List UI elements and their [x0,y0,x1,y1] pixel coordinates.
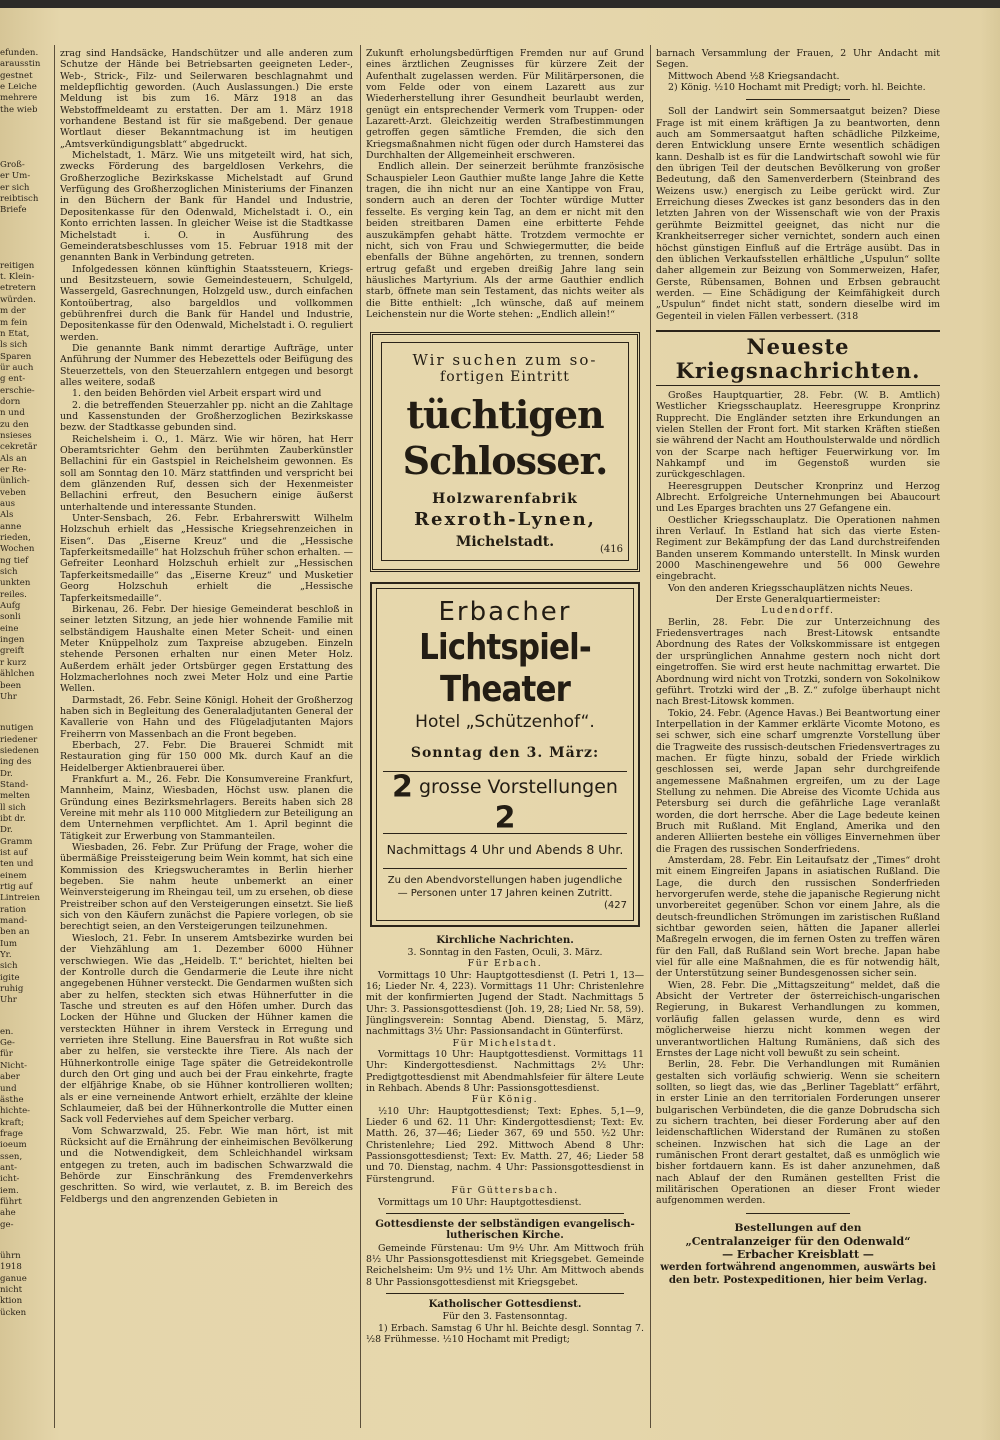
ad-note: Zu den Abendvorstellungen haben jugendliche — Personen unter 17 Jahren keinen Zutritt. [383,868,627,900]
ad-line: Erbacher [438,597,572,628]
article-michelstadt: Michelstadt, 1. März. Wie uns mitgeteilt wird, hat sich, zwecks Förderung des bargeldlosen Verkehrs, die Großherzogliche Bezirkskasse Michelstadt auf Grund Verfügung des Großherzoglichen Ministeriums der Finanzen in den Büchern der Bank für Handel und Industrie, Depositenkasse für den Odenwald, Michelstadt i. O., ein Konto errichten lassen. In gleicher Weise ist die Stadtkasse Michelstadt i. O. in Ausführung des Gemeinderatsbeschlusses vom 15. Februar 1918 mit der genannten Bank in Verbindung getreten. [60,150,353,264]
article-endlich-allein: Endlich allein. Der seinerzeit berühmte französische Schauspieler Leon Gauthier mußte lange Jahre die Kette tragen, die ihn nicht nur an eine Xantippe von Frau, sondern auch an deren der Tochter würdige Mutter fesselte. Es verging kein Tag, an dem er nicht mit den beiden streitbaren Damen eine erbitterte Fehde auszukämpfen gehabt hätte. Trotzdem vermochte er nicht, sich von Frau und Schwiegermutter, die beide ebenfalls der Bühne angehörten, zu trennen, sondern ertrug gefaßt und ergeben dreißig Jahre lang sein häusliches Martyrium. Als der arme Gauthier endlich starb, öffnete man sein Testament, das nichts weiter als die Bitte enthielt: „Ich wünsche, daß auf meinem Leichenstein nur die Worte stehen: „Endlich allein!“ [366,161,644,320]
ad-number-right: 2 [494,800,516,836]
article-berlin-2: Berlin, 28. Febr. Die Verhandlungen mit Rumänien gestalten sich vorläufig schwierig. Wenn sie scheitern sollten, so liegt das, wie das „Berliner Tageblatt“ erfährt, in erster Linie an den territorialen Forderungen unserer bulgarischen Verbündeten, die die ganze Dobrudscha sich zu sichern trachten, bei dieser Forderung aber auf den leidenschaftlichen Widerstand der Rumänen zu stoßen scheinen. Inzwischen hat sich die Lage an der rumänischen Front derart gestaltet, daß es unmöglich wie bisher fortdauern kann. Es ist daher anzunehmen, daß nach Ablauf der den Rumänen gestellten Frist die militärischen Operationen an dieser Front wieder aufgenommen werden. [656,1059,940,1207]
article-unter-sensbach: Unter-Sensbach, 26. Febr. Erbahrerswitt Wilhelm Holzschuh erhielt das „Hessische Kriegsehrenzeichen in Eisen“. Das „Eiserne Kreuz“ und die „Hessische Tapferkeitsmedaille“ hat Holzschuh früher schon erhalten. — Gefreiter Leonhard Holzschuh erhielt zur „Hessischen Tapferkeitsmedaille“ das „Eiserne Kreuz“ und Musketier Georg Holzschuh erhielt die „Hessische Tapferkeitsmedaille“. [60,513,353,604]
service-times: 1) Erbach. Samstag 6 Uhr hl. Beichte desgl. Sonntag 7. ½8 Frühmesse. ½10 Hochamt mit Predigt; [366,1322,644,1345]
article-hauptquartier: Großes Hauptquartier, 28. Febr. (W. B. Amtlich) Westlicher Kriegsschauplatz. Heeresgruppe Kronprinz Rupprecht. Die Engländer setzten ihre Erkundungen an vielen Stellen der Front fort. Mit starken Kräften stießen sie während der Nacht am Houthoulsterwalde und nördlich von der Scarpe nach heftiger Feuerwirkung vor. Im Nahkampf und im Gegenstoß wurden sie zurückgeschlagen. [656,389,940,481]
ad-headline: Lichtspiel-Theater [419,627,591,711]
subscription-notice-text: werden fortwährend angenommen, auswärts bei den betr. Postexpeditionen, hier beim Verlag. [660,1260,936,1286]
fragment-line: Als an [0,453,27,464]
fragment-line: igite [0,972,20,983]
section-heading-church: Kirchliche Nachrichten. [436,933,574,946]
divider [746,99,850,100]
fragment-line: ing des [0,757,32,768]
fragment-line: ührn [0,1250,21,1261]
service-times: Vormittags 10 Uhr: Hauptgottesdienst. Vormittags 11 Uhr: Kindergottesdienst. Nachmittags 2½ Uhr: Predigtgottesdienst mit Abendmahlsfeier für ältere Leute in Rehbach. Abends 8 Uhr: Passionsgottesdienst. [366,1049,644,1095]
subscription-notice-title: „Centralanzeiger für den Odenwald“ [685,1234,911,1248]
fragment-line: Wochen [0,544,35,555]
column-rule-3 [650,45,651,1428]
fragment-line: ration [0,904,27,915]
fragment-line: sonli [0,612,21,623]
fragment-line: icht- [0,1174,20,1185]
fragment-line: reitigen [0,260,35,271]
parish-heading: Für Erbach. [467,958,543,970]
fragment-line: unkten [0,578,31,589]
fragment-line: ür auch [0,362,34,373]
fragment-line: Ge- [0,1038,15,1049]
article-text: Von den anderen Kriegsschauplätzen nichts Neues. [668,582,913,594]
fragment-line: er Re- [0,464,27,475]
signature-title: Der Erste Generalquartiermeister: [715,594,881,606]
fragment-line: aus [0,499,16,509]
article-berlin: Berlin, 28. Febr. Die zur Unterzeichnung des Friedensvertrages nach Brest-Litowsk entsandte Abordnung des Rates der Volkskommissare ist entgegen der ursprünglichen Annahme gestern noch nicht dort eingetroffen. Sie wird erst heute nachmittag erwartet. Die Abordnung wird nicht von Trotzki, sondern von Sokolnikow geführt. Trotzki wird der „B. Z.“ zufolge überhaupt nicht nach Brest-Litowsk kommen. [656,616,940,708]
fragment-line: Nicht- [0,1060,27,1071]
article-reichelsheim: Reichelsheim i. O., 1. März. Wie wir hören, hat Herr Oberamtsrichter Gehm den berühmten Zauberkünstler Bellachini für ein Gastspiel in Reichelsheim gewonnen. Es soll am Sonntag den 10. März stattfinden und verspricht bei dem glänzenden Ruf, dessen sich der Hexenmeister Bellachini erfreut, den Besuchern einige äußerst unterhaltende und interessante Stunden. [60,433,353,513]
fragment-line: zu den [0,419,29,430]
fragment-line: einem [0,870,27,881]
fragment-line: ganue [0,1273,27,1284]
fragment-line: Dr. [0,768,13,779]
ad-shows [383,771,627,834]
fragment-line: rtig auf [0,882,33,892]
fragment-line: ll sich [0,802,26,813]
fragment-line: arausstin [0,59,41,70]
section-subheading: 3. Sonntag in den Fasten, Oculi, 3. März. [407,946,603,958]
fragment-line: gestnet [0,70,33,81]
fragment-gap [0,703,42,723]
fragment-line: ben an [0,927,30,938]
fragment-line: sich [0,961,18,972]
fragment-line: rieden, [0,533,31,544]
fragment-line: Gramm [0,836,33,847]
fragment-line: ten und [0,859,34,870]
fragment-line: frage [0,1128,23,1139]
fragment-line: ge- [0,1219,14,1230]
ad-number-left: 2 [392,769,413,805]
fragment-line: ssen, [0,1151,23,1162]
article-frankfurt: Frankfurt a. M., 26. Febr. Die Konsumvereine Frankfurt, Mannheim, Mainz, Wiesbaden, Höchst usw. planen die Gründung eines Bezirksmehrlagers. Bereits haben sich 28 Vereine mit mehr als 110 000 Mitgliedern zur Beteiligung an dem Unternehmen verpflichtet. Am 1. April beginnt die Tätigkeit zur Erwerbung von Stammanteilen. [60,774,353,842]
fragment-line: Stand- [0,779,29,790]
fragment-line: für [0,1049,13,1060]
fragment-line: und [0,1083,17,1094]
ad-company-type: Holzwarenfabrik [432,491,578,508]
ad-ref-number: (416 [600,543,623,555]
fragment-line: würden. [0,294,36,305]
fragment-line: ng tief [0,555,29,566]
service-times: Vormittags um 10 Uhr: Hauptgottesdienst. [378,1196,582,1208]
fragment-line: er sich [0,182,30,193]
service-times: Gemeinde Fürstenau: Um 9½ Uhr. Am Mittwoch früh 8½ Uhr Passionsgottesdienst mit Kriegsgebet. Gemeinde Reichelsheim: Um 9½ und 1½ Uhr. Am Mittwoch abends 8 Uhr Passionsgottesdienst mit Kriegsgebet. [366,1242,644,1288]
fragment-line: führt [0,1196,22,1207]
fragment-line: ücken [0,1307,27,1318]
fragment-gap [0,217,42,261]
fragment-line: Dr. [0,825,13,836]
fragment-line: etretern [0,283,36,294]
column-2 [366,48,644,1433]
fragment-gap [0,1007,42,1027]
fragment-line: en. [0,1026,14,1037]
fragment-line: erschie- [0,385,35,396]
column-1 [60,48,353,1433]
fragment-line: t. Klein- [0,272,35,283]
fragment-line: aber [0,1072,20,1083]
section-heading-lutheran: Gottesdienste der selbständigen evangelisch-lutherischen Kirche. [375,1217,635,1242]
fragment-line: Sparen [0,351,32,362]
article-text: Die genannte Bank nimmt derartige Aufträge, unter Anführung der Nummer des Hebezettels oder Beifügung des Steuerzettels, von den Steuerzahlern entgegen und besorgt alles weitere, sodaß [60,342,353,388]
article-eberbach: Eberbach, 27. Febr. Die Brauerei Schmidt mit Restauration ging für 150 000 Mk. durch Kauf an die Heidelberger Aktienbrauerei über. [60,739,353,774]
fragment-line: ästhe [0,1094,24,1105]
article-text: Heeresgruppen Deutscher Kronprinz und Herzog Albrecht. Erfolgreiche Unternehmungen bei Abaucourt und Les Eparges brachten uns 27 Gefangene ein. [656,480,940,515]
ad-venue: Hotel „Schützenhof“. [415,712,595,733]
fragment-gap [0,1231,42,1251]
fragment-line: melten [0,791,31,802]
fragment-line: siedenen [0,745,39,756]
fragment-line: ist auf [0,847,28,858]
article-text: Oestlicher Kriegsschauplatz. Die Operationen nahmen ihren Verlauf. In Estland hat sich das vierte Esten-Regiment zur Bekämpfung der das Land durchstreifenden Banden unserem Kommando unterstellt. In Minsk wurden 2000 Maschinengewehre und 56 000 Gewehre eingebracht. [656,514,940,583]
service-times: ½10 Uhr: Hauptgottesdienst; Text: Ephes. 5,1—9, Lieder 6 und 62. 11 Uhr: Kindergottesdienst; Text: Ev. Matth. 26, 37—46; Lieder 367, 69 und 550. ½2 Uhr: Christenlehre; Lied 292. Mittwoch Abend 8 Uhr: Passionsgottesdienst; Text: Ev. Matth. 27, 46; Lieder 58 und 70. Dienstag, nachm. 4 Uhr: Passionsgottesdienst in Fürstengrund. [366,1105,644,1185]
fragment-line: ahe [0,1208,16,1219]
ad-shows-text: grosse Vorstellungen [418,776,618,799]
fragment-line: er Um- [0,171,31,182]
article-schwarzwald: Vom Schwarzwald, 25. Febr. Wie man hört, ist mit Rücksicht auf die Ernährung der einheimischen Bevölkerung und die Notwendigkeit, dem Schleichhandel wirksam entgegen zu treten, auch im badischen Schwarzwald die Behörde zur Einschränkung des Fremdenverkehrs geschritten. So wird, wie verlautet, z. B. im Bereich des Feldbergs und den angrenzenden Gebieten in [60,1125,353,1205]
section-heading-war-news: Neueste Kriegsnachrichten. [656,330,940,386]
section-heading-catholic: Katholischer Gottesdienst. [428,1297,582,1310]
fragment-line: ählchen [0,669,35,680]
fragment-line: Uhr [0,995,17,1006]
fragment-line: n und [0,408,25,419]
ad-ref-number: (427 [604,900,627,912]
fragment-line: reibtisch [0,194,39,205]
article-list-item: 1. den beiden Behörden viel Arbeit erspart wird und [72,388,322,400]
divider [746,1213,850,1214]
fragment-line: Uhr [0,691,17,702]
article-amsterdam: Amsterdam, 28. Febr. Ein Leitaufsatz der „Times“ droht mit einem Eingreifen Japans in asiatischen Rußland. Die Lage, die durch den russischen Sonderfrieden hervorgerufen werde, stehe die japanische Regierung nicht unvorbereitet gegenüber. Schon vor einem Jahre, als die deutsch-freundlichen Strömungen im zaristischen Rußland sichtbar geworden seien, hätten die Japaner allerlei Maßregeln erwogen, die im fernen Osten zu treffen wären für den Fall, daß Rußland sein Wort breche. Japan habe viel für alle eine Maßnahmen, die es für notwendig hält, der Unterstützung seiner Bundesgenossen sicher sein. [656,855,940,980]
fragment-line: greift [0,646,25,657]
article-wien: Wien, 28. Febr. Die „Mittagszeitung“ meldet, daß die Absicht der Vertreter der österreichisch-ungarischen Regierung, in Bukarest Verhandlungen zu kommen, vorläufig fallen gelassen wurde, denn es wird möglicherweise hierzu nicht kommen wegen der unverantwortlichen Haltung Rumäniens, daß sich des Ernstes der Lage nicht voll bewußt zu sein scheint. [656,979,940,1059]
fragment-line: hichte- [0,1106,31,1117]
left-fragment-column [0,48,42,1319]
fragment-line: 1918 [0,1262,22,1273]
fragment-line: ruhig [0,984,24,995]
fragment-line: r kurz [0,657,27,668]
fragment-line: ktion [0,1296,23,1307]
fragment-line: mehrere [0,93,38,104]
ad-line: fortigen Eintritt [440,369,570,386]
section-subheading: Für den 3. Fastensonntag. [442,1311,568,1323]
article-birkenau: Birkenau, 26. Febr. Der hiesige Gemeinderat beschloß in seiner letzten Sitzung, an jede hier wohnende Familie mit selbständigem Haushalte einen Meter Scheit- und einen Meter Knüppelholz zum Taxpreise abzugeben. Einzeln stehende Personen erhalten nur einen Meter Holz. Außerdem erhält jeder Ortsbürger gegen Erstattung des Holzmacherlohnes noch zwei Meter Holz und eine Partie Wellen. [60,603,353,695]
fragment-line: n Etat, [0,328,30,339]
ad-date: Sonntag den 3. März: [410,745,600,762]
fragment-line: Briefe [0,205,27,216]
fragment-line: m der [0,306,26,317]
article-uspulun: Soll der Landwirt sein Sommersaatgut beizen? Diese Frage ist mit einem kräftigen Ja zu beantworten, denn auch am Sommersaatgut haften schädliche Pilzkeime, deren Entwicklung unsere Ernte wesentlich schädigen kann. Deshalb ist es für die Landwirtschaft sowohl wie für den übrigen Teil der deutschen Bevölkerung von großer Bedeutung, daß den Samenverderbern (Steinbrand des Weizens usw.) energisch zu Leibe gerückt wird. Zur Erreichung dieses Zweckes ist ganz besonders das in den letzten Jahren von der Wissenschaft wie von der Praxis gerühmte Beizmittel geeignet, das nicht nur die Krankheitserreger sicher vernichtet, sondern auch einen höchst günstigen Einfluß auf die Erträge ausübt. Das in den üblichen Verkaufsstellen erhältliche „Uspulun“ sollte daher allgemein zur Beizung von Sommerweizen, Hafer, Gerste, Rübensamen, Bohnen und Erbsen gebraucht werden. — Eine Schädigung der Keimfähigkeit durch „Uspulun“ findet nicht statt, sondern dieselbe wird im Gegenteil in vielen Fällen verbessert. (318 [656,106,940,322]
fragment-line: ant- [0,1162,18,1173]
parish-heading: Für Güttersbach. [451,1185,559,1197]
fragment-line: ioeum [0,1140,27,1151]
scan-top-edge [0,0,1000,8]
fragment-line: the wieb [0,104,38,115]
article-wiesbaden: Wiesbaden, 26. Febr. Zur Prüfung der Frage, woher die übermäßige Preissteigerung beim Wein kommt, hat sich eine Kommission des Kriegswucheramtes in Berlin hierher begeben. Sie nahm heute unbemerkt an einer Weinversteigerung im Rheingau teil, um zu ersehen, ob diese Preistreiber schon auf den Versteigerungen einsetzt. Sie ließ sich von den Käufern zunächst die Papiere vorlegen, ob sie berechtigt seien, an den Versteigerungen teilzunehmen. [60,842,353,933]
fragment-line: eine [0,623,19,634]
ad-city: Michelstadt. [455,534,555,551]
column-3 [656,48,940,1433]
fragment-line: nutigen [0,723,34,734]
article-tokio: Tokio, 24. Febr. (Agence Havas.) Bei Beantwortung einer Interpellation in der Kammer erklärte Vicomte Motono, es sei schwer, sich eine scharf umgrenzte Vorstellung über die Tragweite des russisch-deutschen Friedensvertrages zu machen. Er fügte hinzu, sobald der Friede wirklich geschlossen sei, werde Japan sehr durchgreifende angemessene Maßnahmen ergreifen, um zu der Lage Stellung zu nehmen. Die Abreise des Vicomte Uchida aus Petersburg sei durch die gefährliche Lage veranlaßt worden, die dort herrsche. Aber die Lage bedeute keinen Bruch mit Rußland. Mit England, Amerika und den anderen Alliierten bestehe ein völliges Einvernehmen über die Fragen des russischen Sonderfriedens. [656,707,940,855]
fragment-line: sich [0,567,18,578]
fragment-line: Groß- [0,160,25,171]
fragment-line: Aufg [0,601,21,612]
fragment-line: kraft; [0,1117,24,1128]
fragment-line: ibt dr. [0,813,26,824]
article-darmstadt: Darmstadt, 26. Febr. Seine Königl. Hoheit der Großherzog haben sich in Begleitung des Generaladjutanten General der Kavallerie von Hahn und des Flügeladjutanten Majors Freiherrn von Massenbach an die Front begeben. [60,694,353,740]
fragment-line: mand- [0,916,28,927]
fragment-line: efunden. [0,48,39,58]
fragment-line: reiles. [0,589,27,600]
fragment-gap [0,116,42,160]
signature-name: Ludendorff. [761,605,835,617]
article-list-item: 2. die betreffenden Steuerzahler pp. nicht an die Zahltage und Kassenstunden der Großherzoglichen Bezirkskasse bezw. der Stadtkasse gebunden sind. [60,399,353,434]
fragment-line: dorn [0,396,21,407]
parish-heading: Für Michelstadt. [452,1037,558,1049]
fragment-line: nsieses [0,430,32,441]
ad-times: Nachmittags 4 Uhr und Abends 8 Uhr. [386,842,624,858]
fragment-line: g ent- [0,374,26,385]
divider [386,1293,624,1294]
service-times: Mittwoch Abend ½8 Kriegsandacht. [668,70,840,82]
fragment-line: ünlich- [0,476,30,487]
fragment-line: iem. [0,1185,19,1196]
ad-company-name: Rexroth-Lynen, [414,509,596,531]
article-wiesloch: Wiesloch, 21. Febr. In unserem Amtsbezirke wurden bei der Viehzählung am 1. Dezember 6000 Hühner verschwiegen. Wie das „Heidelb. T.“ berichtet, hielten bei der Kontrolle durch die Gendarmerie die Leute ihre nicht angegebenen Hühner versteckt. Die Gendarmen wußten sich aber zu helfen, steckten sich etwas Hühnerfutter in die Tasche und streuten es auf den Höfen umher. Durch das Locken der Hühne und Glucken der Hühner kamen die versteckten Hühner in ihrem Versteck in Erregung und verrieten ihre Stellung. Eine Bauersfrau in Rot wußte sich aber zu helfen, sie versteckte ihre Tiere. Als nach der Hühnerkontrolle einige Tage später die Getreidekontrolle durch den Ort ging und auch bei der Frau einkehrte, fragte der elfjährige Knabe, ob sie Hühner kontrollieren wollten; als er eine verneinende Antwort erhielt, erzählte der kleine Schlaumeier, daß bei der Hühnerkontrolle die Mutter einen Sack voll Federviehes auf dem Speicher verbarg. [60,932,353,1126]
fragment-line: ls sich [0,340,28,351]
ad-lichtspiel-theater [370,582,640,926]
fragment-line: m fein [0,317,28,328]
fragment-line: Lintreien [0,893,41,904]
ad-line: Wir suchen zum so- [412,351,598,370]
fragment-line: riedener [0,734,38,745]
parish-heading: Für König. [471,1094,539,1106]
fragment-line: Yr. [0,950,12,961]
fragment-line: Als [0,510,14,521]
article-text: Zukunft erholungsbedürftigen Fremden nur auf Grund eines ärztlichen Zeugnisses für kürzere Zeit der Aufenthalt zugelassen werden. Für Militärpersonen, die vom Felde oder von einem Lazarett aus zur Wiederherstellung ihrer Gesundheit beurlaubt werden, genügt ein entsprechender Vermerk vom Truppen- oder Lazarett-Arzt. Gleichzeitig werden Strafbestimmungen getroffen gegen sämtliche Fremden, die sich den Kriegsmaßnahmen nicht fügen oder durch Hamsterei das Durchhalten der Allgemeinheit erschweren. [366,48,644,162]
article-text: zrag sind Handsäcke, Handschützer und alle anderen zum Schutze der Hände bei Betriebsarten geeigneten Leder-, Web-, Strick-, Filz- und Seilerwaren beschlagnahmt und meldepflichtig geworden. (Auch Auslassungen.) Die erste Meldung ist bis zum 16. März 1918 an das Webstoffmeldeamt zu erstatten. Der am 1. März 1918 vorhandene Bestand ist für sie maßgebend. Der genaue Wortlaut dieser Bekanntmachung ist im heutigen „Amtsverkündigungsblatt“ abgedruckt. [60,48,353,150]
column-rule-2 [360,45,361,1428]
fragment-line: been [0,680,22,691]
ad-schlosser [370,332,640,572]
fragment-line: nicht [0,1285,23,1295]
column-rule-1 [54,45,55,1428]
service-times: barnach Versammlung der Frauen, 2 Uhr Andacht mit Segen. [656,48,940,71]
fragment-line: Ium [0,938,18,949]
fragment-line: ingen [0,635,25,646]
subscription-notice-line: Bestellungen auf den [734,1221,862,1234]
fragment-line: cekretär [0,442,37,453]
subscription-notice-subtitle: — Erbacher Kreisblatt — [722,1247,874,1261]
fragment-line: e Leiche [0,82,37,93]
divider [386,1213,624,1214]
service-times: Vormittags 10 Uhr: Hauptgottesdienst (I. Petri 1, 13—16; Lieder Nr. 4, 223). Vormittags 11 Uhr: Christenlehre mit der konfirmierten Jugend der Stadt. Nachmittags 5 Uhr: 3. Passionsgottesdienst (Joh. 19, 28; Lied Nr. 58, 59). Jünglingsverein: Sonntag Abend. Dienstag, 5. März, nachmittags 3½ Uhr: Passionsandacht in Günterfürst. [366,969,644,1038]
service-times: 2) König. ½10 Hochamt mit Predigt; vorh. hl. Beichte. [668,82,926,94]
ad-headline: tüchtigen Schlosser. [402,392,608,484]
fragment-line: veben [0,487,27,498]
article-text: Infolgedessen können künftighin Staatssteuern, Kriegs- und Besitzsteuern, sowie Gemeindesteuern, Schulgeld, Wassergeld, Gasrechnungen, Holzgeld usw., durch einfachen Kontoübertrag, also bargeldlos und vollkommen gebührenfrei durch die Bank für Handel und Industrie, Depositenkasse für den Odenwald, Michelstadt i. O. reguliert werden. [60,263,353,343]
fragment-line: anne [0,521,22,532]
